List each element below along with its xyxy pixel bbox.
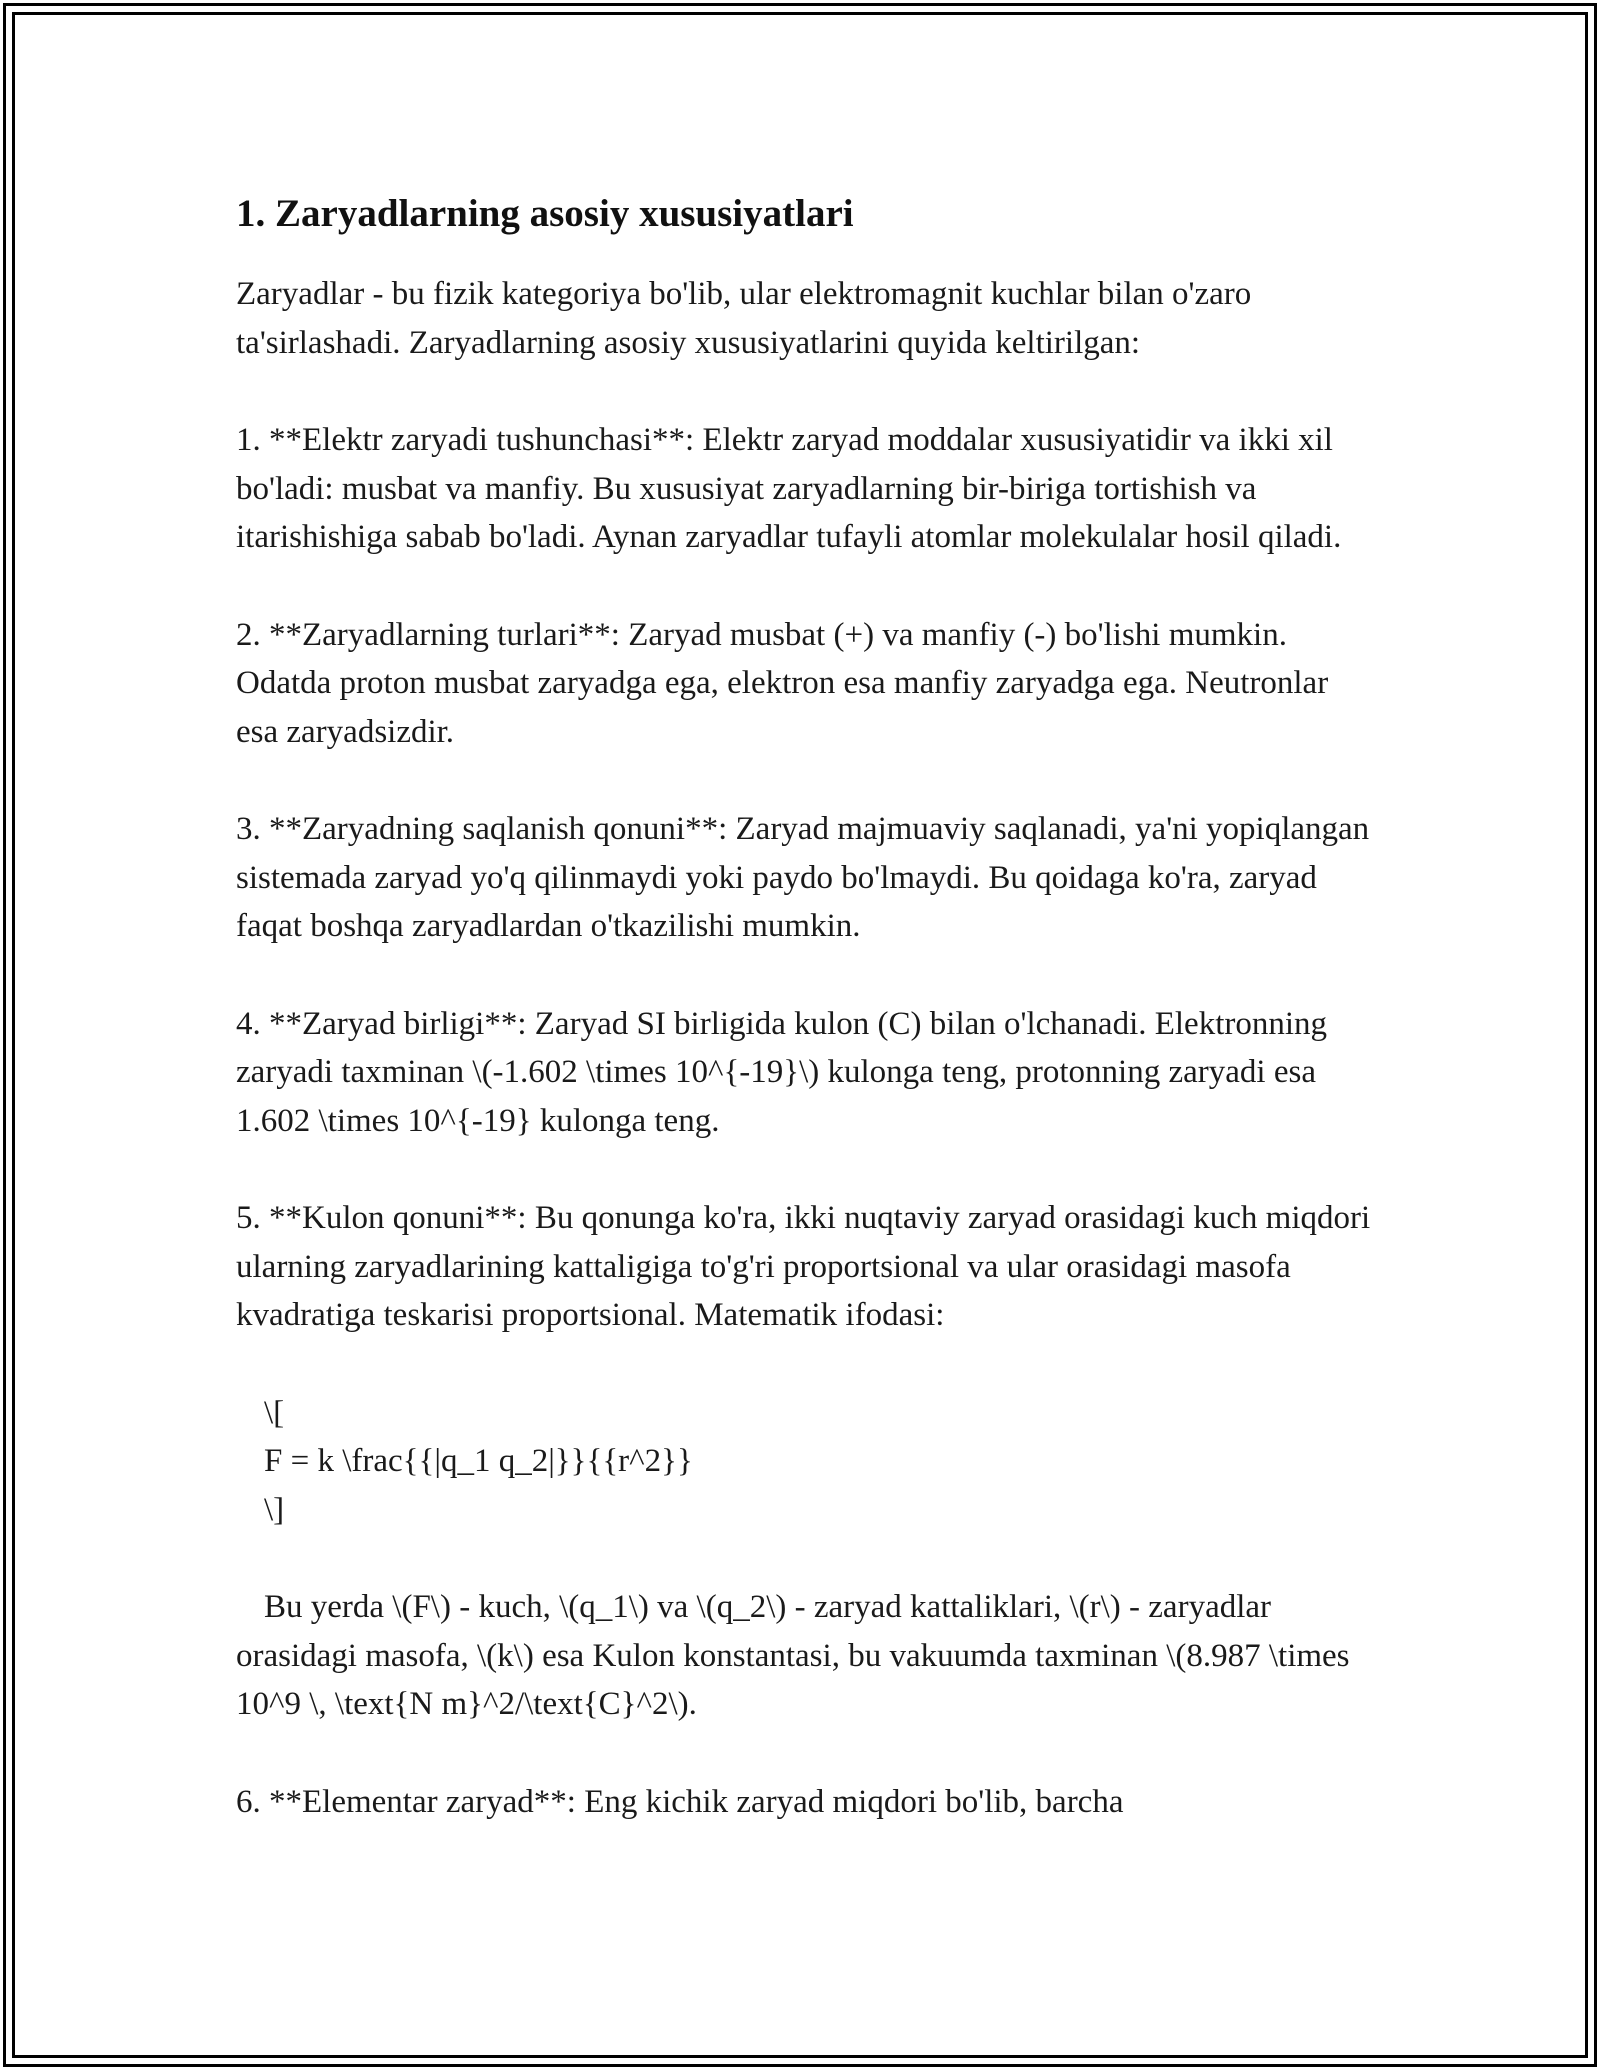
list-item-1: 1. **Elektr zaryadi tushunchasi**: Elektr zaryad moddalar xususiyatidir va ikki xil bo'ladi: musbat va manfiy. Bu xususiyat zaryadlarning bir-biriga tortishish va itarishishiga sabab bo'ladi. Aynan zaryadlar tufayli atomlar molekulalar hosil qiladi.: [236, 422, 1342, 555]
list-item-3: 3. **Zaryadning saqlanish qonuni**: Zaryad majmuaviy saqlanadi, ya'ni yopiqlangan sistemada zaryad yo'q qilinmaydi yoki paydo bo'lmaydi. Bu qoidaga ko'ra, zaryad faqat boshqa zaryadlardan o'tkazilishi mumkin.: [236, 811, 1370, 944]
formula-block: \[ F = k \frac{{|q_1 q_2|}}{{r^2}} \]: [264, 1394, 693, 1528]
intro-paragraph: Zaryadlar - bu fizik kategoriya bo'lib, ular elektromagnit kuchlar bilan o'zaro ta'sirlashadi. Zaryadlarning asosiy xususiyatlarini quyida keltirilgan:: [236, 276, 1252, 361]
list-item-2: 2. **Zaryadlarning turlari**: Zaryad musbat (+) va manfiy (-) bo'lishi mumkin. Odatda proton musbat zaryadga ega, elektron esa manfiy zaryadga ega. Neutronlar esa zaryadsizdir.: [236, 616, 1329, 750]
list-item-6: 6. **Elementar zaryad**: Eng kichik zaryad miqdori bo'lib, barcha: [236, 1783, 1124, 1820]
section-title: 1. Zaryadlarning asosiy xususiyatlari: [236, 192, 854, 235]
list-item-4: 4. **Zaryad birligi**: Zaryad SI birligida kulon (C) bilan o'lchanadi. Elektronning zaryadi taxminan \(-1.602 \times 10^{-19}\) kulonga teng, protonning zaryadi esa 1.602 \times 10^{-19} kulonga teng.: [236, 1005, 1328, 1139]
list-item-5: 5. **Kulon qonuni**: Bu qonunga ko'ra, ikki nuqtaviy zaryad orasidagi kuch miqdori ularning zaryadlarining kattaligiga to'g'ri proportsional va ular orasidagi masofa kvadratiga teskarisi proportsional. Matematik ifodasi:: [236, 1200, 1371, 1333]
document-body: [236, 186, 1376, 1875]
formula-explanation: Bu yerda \(F\) - kuch, \(q_1\) va \(q_2\) - zaryad kattaliklari, \(r\) - zaryadlar orasidagi masofa, \(k\) esa Kulon konstantasi, bu vakuumda taxminan \(8.987 \times 10^9 \, \text{N m}^2/\text{C}^2\).: [236, 1589, 1350, 1722]
